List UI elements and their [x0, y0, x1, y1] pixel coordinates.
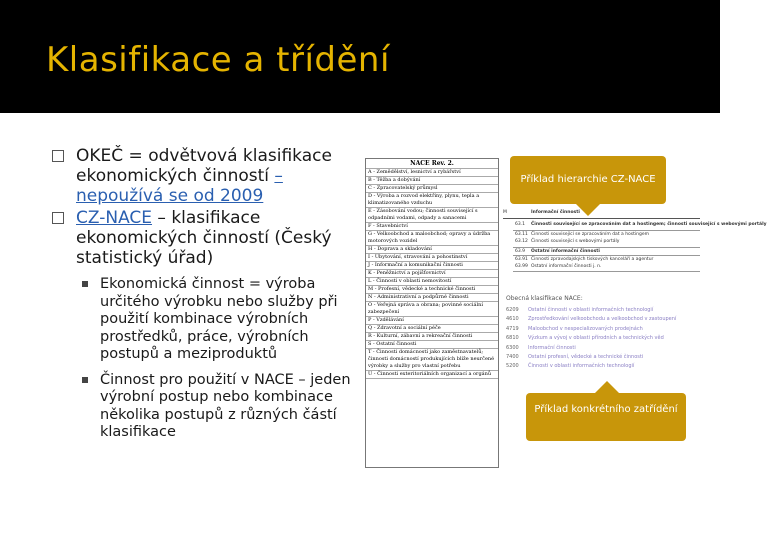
nace-table-row: M - Profesní, vědecké a technické činnosti: [366, 286, 498, 294]
hierarchy-text: Činnosti zpravodajských tiskových kanceláří a agentur: [531, 257, 654, 262]
nace-table-row: Q - Zdravotní a sociální péče: [366, 325, 498, 333]
slide-title: Klasifikace a třídění: [46, 40, 390, 80]
sub-bullet-text: Ekonomická činnost = výroba určitého výrobku nebo služby při použití kombinace výrobních prostředků, práce, výrobních postupů a meziproduktů: [100, 276, 338, 362]
classification-code: 4719: [506, 325, 519, 332]
classification-text: Činnosti v oblasti informačních technologií: [528, 363, 635, 370]
nace-table-row: S - Ostatní činnosti: [366, 341, 498, 349]
checkbox-bullet-icon: [52, 212, 64, 224]
okec-link[interactable]: – nepoužívá se od 2009: [76, 166, 283, 206]
classification-title: Obecná klasifikace NACE:: [506, 295, 583, 302]
classification-text: Ostatní profesní, vědecké a technické činnosti: [528, 353, 644, 360]
classification-text: Informační činnosti: [528, 344, 576, 351]
classification-text: Maloobchod v nespecializovaných prodejnách: [528, 325, 643, 332]
cznace-link[interactable]: CZ-NACE: [76, 208, 153, 228]
classification-item: [506, 325, 706, 334]
bullet-cznace-text: – klasifikace ekonomických činností (Český statistický úřad): [76, 208, 332, 268]
nace-table-row: F - Stavebnictví: [366, 223, 498, 231]
nace-table-row: P - Vzdělávání: [366, 317, 498, 325]
callout-hierarchy: Příklad hierarchie CZ-NACE: [510, 156, 666, 204]
classification-code: 4610: [506, 316, 519, 323]
nace-table-row: H - Doprava a skladování: [366, 246, 498, 254]
hierarchy-code: 63.99: [515, 264, 528, 269]
nace-table-row: R - Kulturní, zábavní a rekreační činnosti: [366, 333, 498, 341]
callout-pointer: [576, 204, 600, 216]
hierarchy-text: Ostatní informační činnosti: [531, 249, 600, 254]
nace-table-row: L - Činnosti v oblasti nemovitostí: [366, 278, 498, 286]
classification-code: 7400: [506, 353, 519, 360]
hierarchy-left-label: M: [503, 210, 507, 215]
classification-code: 6810: [506, 335, 519, 342]
sub-bullet-text: Činnost pro použití v NACE – jeden výrobní postup nebo kombinace několika postupů z různých částí klasifikace: [100, 371, 351, 440]
hierarchy-text: Činnosti související se zpracováním dat a hostingem: [531, 232, 650, 237]
classification-code: 5200: [506, 363, 519, 370]
hierarchy-image: [503, 208, 767, 278]
checkbox-bullet-icon: [52, 150, 64, 162]
sub-bullet-economic-activity: [52, 276, 357, 364]
hierarchy-code: 63.12: [515, 239, 528, 244]
bullet-cznace: [52, 208, 357, 268]
nace-table-row: O - Veřejná správa a obrana; povinné sociální zabezpečení: [366, 302, 498, 317]
classification-code: 6300: [506, 344, 519, 351]
bullet-list: [52, 146, 357, 442]
nace-table-row: D - Výroba a rozvod elektřiny, plynu, tepla a klimatizovaného vzduchu: [366, 193, 498, 208]
classification-item: [506, 306, 706, 315]
nace-table-row: A - Zemědělství, lesnictví a rybářství: [366, 169, 498, 177]
nace-table-image: [365, 158, 499, 468]
hierarchy-code: 63.11: [515, 232, 528, 237]
nace-table-row: E - Zásobování vodou; činnosti související s odpadními vodami, odpady a sanacemi: [366, 208, 498, 223]
nace-table-row: J - Informační a komunikační činnosti: [366, 262, 498, 270]
hierarchy-text: Činnosti související s webovými portály: [531, 239, 620, 244]
classification-item: [506, 362, 706, 371]
callout-pointer: [595, 381, 619, 393]
bullet-okec: [52, 146, 357, 206]
hierarchy-code: 63.1: [515, 222, 526, 227]
classification-text: Zprostředkování velkoobchodu a velkoobchod v zastoupení: [528, 316, 677, 323]
nace-table-row: T - Činnosti domácností jako zaměstnavatelů; činnosti domácností produkujících blíže neurčené výrobky a služby pro vlastní potřebu: [366, 349, 498, 371]
nace-table-row: B - Těžba a dobývání: [366, 177, 498, 185]
hierarchy-text: Ostatní informační činnosti j. n.: [531, 264, 602, 269]
nace-table-row: C - Zpracovatelský průmysl: [366, 185, 498, 193]
nace-table-row: I - Ubytování, stravování a pohostinství: [366, 254, 498, 262]
hierarchy-code: 63.91: [515, 257, 528, 262]
classification-item: [506, 353, 706, 362]
classification-item: [506, 334, 706, 343]
hierarchy-text: Činnosti související se zpracováním dat a hostingem; činnosti související s webovými portály: [531, 222, 767, 227]
classification-text: Výzkum a vývoj v oblasti přírodních a technických věd: [528, 335, 664, 342]
callout-classification: Příklad konkrétního zatřídění: [526, 393, 686, 441]
sub-bullet-activity-nace: [52, 372, 357, 442]
title-bar: [0, 0, 720, 113]
bullet-okec-text: OKEČ = odvětvová klasifikace ekonomických činností: [76, 146, 332, 186]
nace-table-row: K - Peněžnictví a pojišťovnictví: [366, 270, 498, 278]
square-bullet-icon: [82, 281, 88, 287]
classification-item: [506, 344, 706, 353]
classification-code: 6209: [506, 307, 519, 313]
nace-table-row: N - Administrativní a podpůrné činnosti: [366, 294, 498, 302]
hierarchy-code: 63.9: [515, 249, 526, 254]
classification-item: [506, 315, 706, 324]
hierarchy-header: Informační činnosti: [531, 210, 580, 215]
nace-table-header: NACE Rev. 2.: [366, 159, 498, 169]
square-bullet-icon: [82, 377, 88, 383]
nace-table-row: U - Činnosti exteritoriálních organizací a orgánů: [366, 371, 498, 379]
nace-table-row: G - Velkoobchod a maloobchod; opravy a údržba motorových vozidel: [366, 231, 498, 246]
classification-text: Ostatní činnosti v oblasti informačních technologií: [528, 307, 654, 313]
classification-list: [506, 306, 706, 372]
